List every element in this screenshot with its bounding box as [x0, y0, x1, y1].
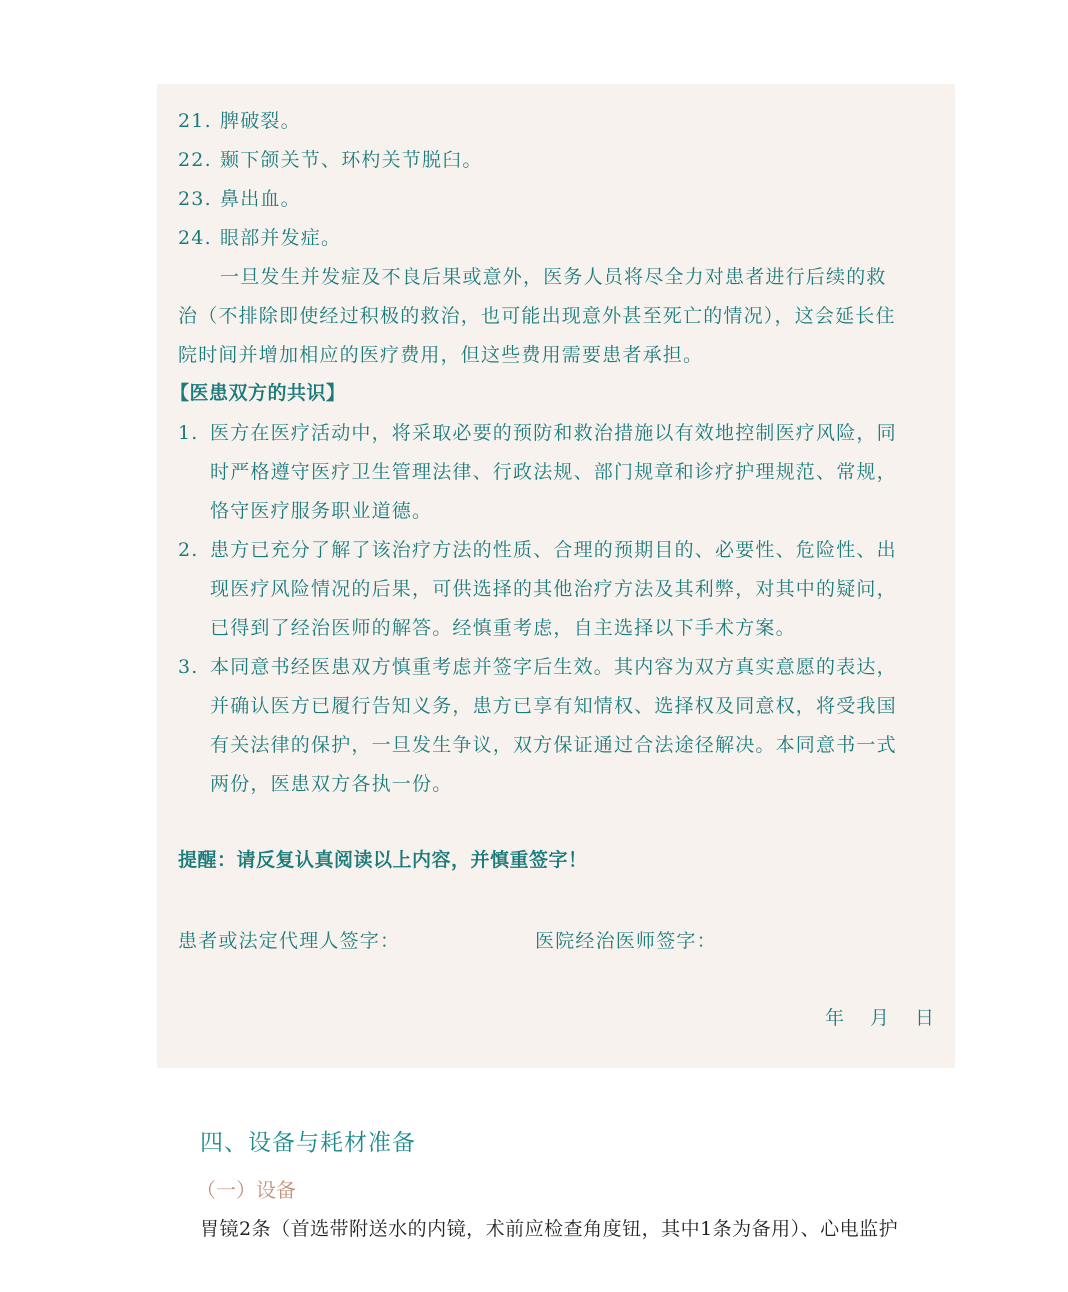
- consensus-heading: 【医患双方的共识】: [170, 383, 346, 404]
- consensus-item-3-line-4: 两份，医患双方各执一份。: [210, 773, 453, 795]
- item-number: 24.: [178, 227, 212, 249]
- consensus-item-3-line-3: 有关法律的保护，一旦发生争议，双方保证通过合法途径解决。本同意书一式: [210, 734, 897, 756]
- reminder-text: 提醒：请反复认真阅读以上内容，并慎重签字！: [178, 850, 588, 871]
- consensus-text: 本同意书经医患双方慎重考虑并签字后生效。其内容为双方真实意愿的表达，: [210, 656, 897, 678]
- consensus-number: 1.: [178, 422, 199, 444]
- item-number: 23.: [178, 188, 212, 210]
- date-day: 日: [915, 1007, 936, 1029]
- section-subtitle: （一）设备: [196, 1178, 296, 1202]
- consensus-text: 患方已充分了解了该治疗方法的性质、合理的预期目的、必要性、危险性、出: [210, 539, 897, 561]
- doctor-signature-label: 医院经治医师签字：: [535, 930, 717, 952]
- item-text: 鼻出血。: [220, 188, 301, 210]
- item-text: 脾破裂。: [220, 110, 301, 132]
- complication-item-22: [178, 148, 483, 172]
- section-title: 四、设备与耗材准备: [200, 1130, 416, 1156]
- complication-item-21: [178, 109, 301, 133]
- item-text: 颞下颌关节、环杓关节脱臼。: [220, 149, 483, 171]
- consensus-number: 3.: [178, 656, 199, 678]
- paragraph-line-1: 一旦发生并发症及不良后果或意外，医务人员将尽全力对患者进行后续的救: [220, 266, 887, 288]
- paragraph-line-3: 院时间并增加相应的医疗费用，但这些费用需要患者承担。: [178, 344, 704, 366]
- item-number: 21.: [178, 110, 212, 132]
- complication-item-24: [178, 226, 341, 250]
- date-month: 月: [870, 1007, 891, 1029]
- consensus-text: 医方在医疗活动中，将采取必要的预防和救治措施以有效地控制医疗风险，同: [210, 422, 897, 444]
- item-number: 22.: [178, 149, 212, 171]
- item-text: 眼部并发症。: [220, 227, 342, 249]
- consensus-item-3-line-1: [178, 655, 897, 679]
- date-year: 年: [825, 1007, 846, 1029]
- consensus-item-3-line-2: 并确认医方已履行告知义务，患方已享有知情权、选择权及同意权，将受我国: [210, 695, 897, 717]
- consensus-item-1-line-3: 恪守医疗服务职业道德。: [210, 500, 433, 522]
- consensus-item-2-line-2: 现医疗风险情况的后果，可供选择的其他治疗方法及其利弊，对其中的疑问，: [210, 578, 897, 600]
- consensus-item-1-line-1: [178, 421, 897, 445]
- complication-item-23: [178, 187, 301, 211]
- consensus-item-1-line-2: 时严格遵守医疗卫生管理法律、行政法规、部门规章和诊疗护理规范、常规，: [210, 461, 897, 483]
- paragraph-line-2: 治（不排除即使经过积极的救治，也可能出现意外甚至死亡的情况），这会延长住: [178, 305, 896, 327]
- consensus-number: 2.: [178, 539, 199, 561]
- consensus-item-2-line-1: [178, 538, 897, 562]
- consensus-item-2-line-3: 已得到了经治医师的解答。经慎重考虑，自主选择以下手术方案。: [210, 617, 796, 639]
- section-body-text: 胃镜2条（首选带附送水的内镜，术前应检查角度钮，其中1条为备用）、心电监护: [200, 1218, 899, 1240]
- patient-signature-label: 患者或法定代理人签字：: [178, 930, 401, 952]
